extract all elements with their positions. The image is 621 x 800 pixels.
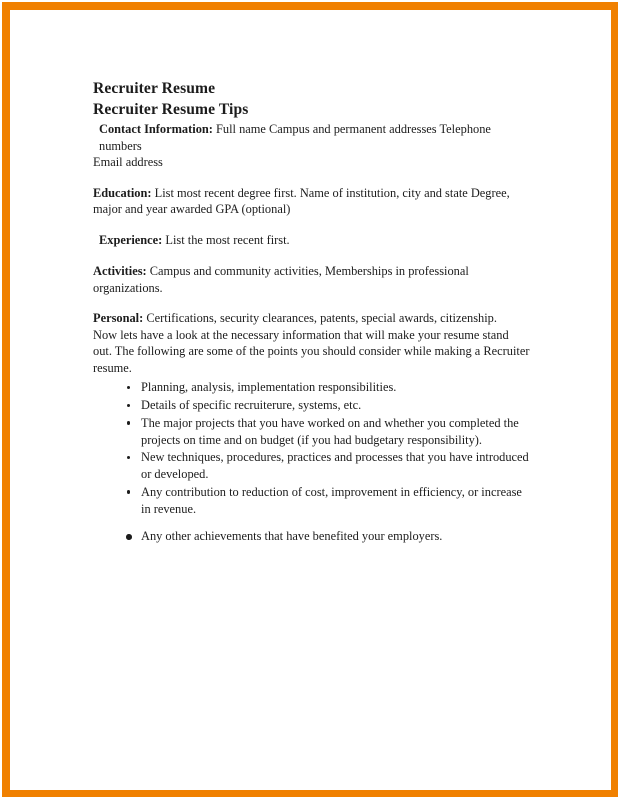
- spacer: [93, 218, 530, 232]
- section-body-activities: Campus and community activities, Memberships in professional organizations.: [93, 264, 469, 295]
- list-item-text: The major projects that you have worked on and whether you completed the projects on time and on budget (if you had budgetary responsibility).: [141, 415, 519, 447]
- section-education: [93, 185, 530, 218]
- list-item: [93, 415, 530, 448]
- bullet-dot-icon: [126, 534, 132, 540]
- section-activities: [93, 263, 530, 296]
- section-body-personal: Certifications, security clearances, patents, special awards, citizenship.: [146, 311, 497, 326]
- section-label-education: Education:: [93, 185, 152, 200]
- list-item-text: Any other achievements that have benefited your employers.: [141, 529, 443, 544]
- bullet-dot-icon: [127, 456, 130, 459]
- section-experience: [93, 232, 530, 249]
- section-personal: [93, 310, 530, 327]
- intro-paragraph: Now lets have a look at the necessary information that will make your resume stand out. The following are some of the points you should consider while making a Recruiter resume.: [93, 327, 530, 375]
- document-content: [93, 78, 530, 546]
- section-label-activities: Activities:: [93, 264, 147, 279]
- section-body-education: List most recent degree first. Name of institution, city and state Degree, major and year awarded GPA (optional): [93, 185, 510, 217]
- bullet-dot-icon: [127, 490, 130, 493]
- bullet-dot-icon: [127, 386, 130, 389]
- list-item-text: New techniques, procedures, practices and processes that you have introduced or developed.: [141, 450, 529, 482]
- list-item-text: Planning, analysis, implementation responsibilities.: [141, 380, 397, 395]
- list-item-text: Details of specific recruiterure, systems, etc.: [141, 398, 362, 413]
- list-item: [93, 449, 530, 482]
- section-label-contact-information: Contact Information:: [99, 122, 213, 137]
- section-contact-information: [93, 121, 530, 154]
- bullet-dot-icon: [127, 421, 130, 424]
- list-item: [93, 484, 530, 517]
- spacer: [93, 248, 530, 263]
- section-body-contact-information: Full name Campus and permanent addresses Telephone numbers: [99, 122, 491, 153]
- page-subtitle: Recruiter Resume Tips: [93, 101, 249, 119]
- list-item-text: Any contribution to reduction of cost, improvement in efficiency, or increase in revenue.: [141, 484, 522, 516]
- section-body-experience: List the most recent first.: [165, 232, 290, 247]
- section-contact-information-continuation: Email address: [93, 155, 163, 170]
- page-title: Recruiter Resume: [93, 80, 216, 97]
- list-item: [93, 528, 530, 545]
- document-sheet: [10, 10, 611, 790]
- list-item: [93, 379, 530, 396]
- spacer: [93, 171, 530, 185]
- list-item: [93, 397, 530, 414]
- tips-bullet-list: [93, 379, 530, 545]
- spacer: [93, 296, 530, 310]
- bullet-dot-icon: [127, 404, 130, 407]
- section-label-personal: Personal:: [93, 311, 144, 326]
- section-label-experience: Experience:: [99, 232, 163, 247]
